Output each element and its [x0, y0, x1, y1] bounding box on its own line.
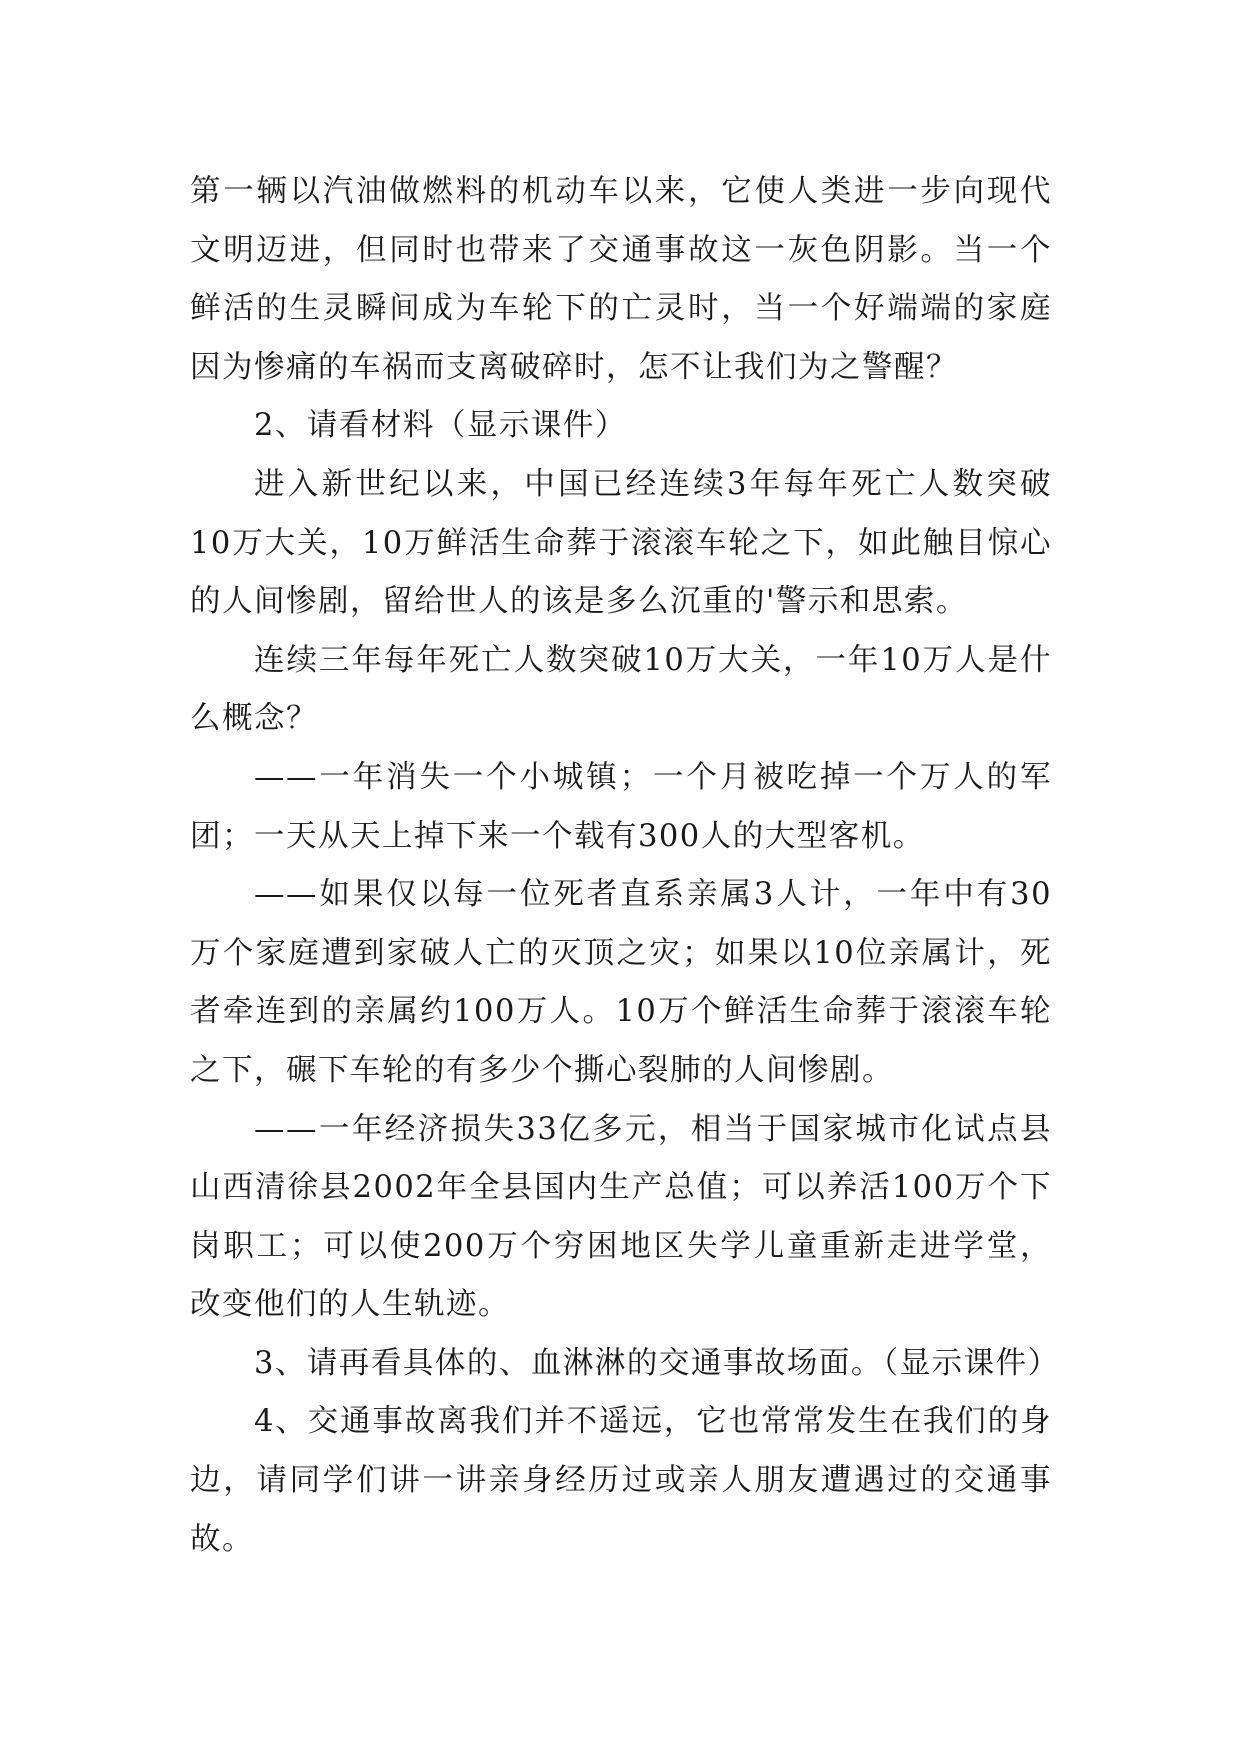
paragraph-step-3: 3、请再看具体的、血淋淋的交通事故场面。（显示课件）	[254, 1345, 1060, 1381]
paragraph-step-4: 4、交通事故离我们并不遥远，它也常常发生在我们的身边，请同学们讲一讲亲身经历过或亲人朋友遭遇过的交通事故。	[190, 1404, 1052, 1557]
paragraph-question: 连续三年每年死亡人数突破10万大关，一年10万人是什么概念？	[190, 642, 1052, 737]
paragraph-material: 进入新世纪以来，中国已经连续3年每年死亡人数突破10万大关，10万鲜活生命葬于滚滚车轮之下，如此触目惊心的人间惨剧，留给世人的该是多么沉重的'警示和思索。	[190, 466, 1052, 620]
paragraph-step-2: 2、请看材料（显示课件）	[254, 408, 627, 444]
paragraph-dash-1: ——一年消失一个小城镇；一个月被吃掉一个万人的军团；一天从天上掉下来一个载有300人的大型客机。	[190, 759, 1052, 854]
paragraph-dash-2: ——如果仅以每一位死者直系亲属3人计，一年中有30万个家庭遭到家破人亡的灭顶之灾；如果以10位亲属计，死者牵连到的亲属约100万人。10万个鲜活生命葬于滚滚车轮之下，碾下车轮的有多少个撕心裂肺的人间惨剧。	[190, 877, 1052, 1088]
paragraph-dash-3: ——一年经济损失33亿多元，相当于国家城市化试点县山西清徐县2002年全县国内生产总值；可以养活100万个下岗职工；可以使200万个穷困地区失学儿童重新走进学堂，改变他们的人生轨迹。	[190, 1111, 1052, 1323]
document-body	[190, 163, 1060, 1569]
paragraph-intro: 第一辆以汽油做燃料的机动车以来，它使人类进一步向现代文明迈进，但同时也带来了交通事故这一灰色阴影。当一个鲜活的生灵瞬间成为车轮下的亡灵时，当一个好端端的家庭因为惨痛的车祸而支离破碎时，怎不让我们为之警醒？	[190, 174, 1052, 385]
